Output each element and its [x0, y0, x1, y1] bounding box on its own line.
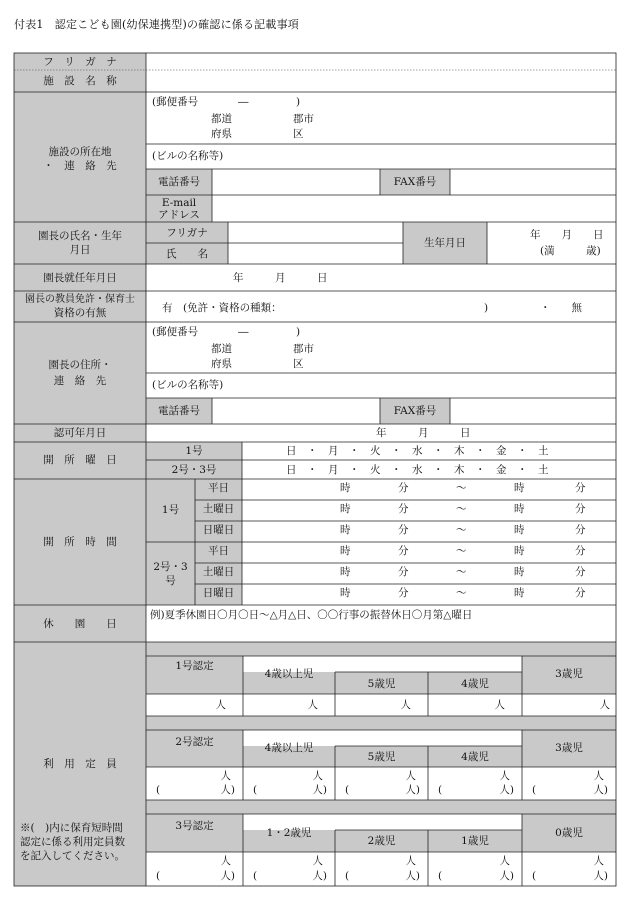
- cert1-unit-total[interactable]: 人: [215, 699, 226, 711]
- cert2-value-short-time-unit[interactable]: 人): [220, 784, 235, 796]
- days-label: 開 所 曜 日: [43, 454, 117, 466]
- cert3-value-paren-open: (: [438, 870, 443, 882]
- facility-email-label-1: E-mail: [161, 197, 197, 209]
- hours-tilde: ～: [456, 524, 467, 536]
- cap-band-2: [146, 716, 616, 730]
- cert3-value-short-time-unit[interactable]: 人): [405, 870, 420, 882]
- hours-end-minute[interactable]: 分: [575, 503, 586, 515]
- license-no-option[interactable]: ・ 無: [540, 302, 582, 314]
- appoint-label: 園長就任年月日: [43, 272, 117, 284]
- cert3-age2: 2歳児: [367, 835, 396, 847]
- hours-end-hour[interactable]: 時: [514, 524, 525, 536]
- cert2-label: 2号認定: [175, 736, 214, 748]
- cert1-unit-age3[interactable]: 人: [599, 699, 610, 711]
- capacity-note-3: を記入してください。: [20, 850, 125, 862]
- approval-ymd: 年 月 日: [376, 427, 471, 439]
- cert2-value-unit[interactable]: 人: [499, 770, 510, 782]
- hours-sub-label: 土曜日: [202, 503, 235, 515]
- cert2-value-unit[interactable]: 人: [312, 770, 323, 782]
- cert1-unit-age5[interactable]: 人: [400, 699, 411, 711]
- director-building-label: (ビルの名称等): [152, 379, 224, 391]
- hours-tilde: ～: [456, 545, 467, 557]
- hours-start-hour[interactable]: 時: [340, 524, 351, 536]
- cert3-value-unit[interactable]: 人: [220, 855, 231, 867]
- facility-tel-field[interactable]: [212, 169, 380, 195]
- cert3-value-unit[interactable]: 人: [312, 855, 323, 867]
- cert1-age3: 3歳児: [555, 668, 583, 680]
- cert2-value-paren-open: (: [345, 784, 350, 796]
- cert1-age4plus: 4歳以上児: [264, 668, 314, 680]
- cert2-value-unit[interactable]: 人: [220, 770, 231, 782]
- hours-sub-label: 平日: [208, 482, 229, 494]
- closed-label: 休 園 日: [43, 618, 117, 630]
- cert1-label: 1号認定: [175, 660, 214, 672]
- hours-end-hour[interactable]: 時: [514, 545, 525, 557]
- hours-start-minute[interactable]: 分: [398, 482, 409, 494]
- director-pref-2: 府県: [211, 358, 232, 370]
- hours-end-hour[interactable]: 時: [514, 587, 525, 599]
- hours-end-hour[interactable]: 時: [514, 482, 525, 494]
- hours-tilde: ～: [456, 482, 467, 494]
- capacity-label: 利 用 定 員: [43, 758, 117, 770]
- cert2-value-unit[interactable]: 人: [593, 770, 604, 782]
- director-tel-field[interactable]: [212, 398, 380, 424]
- director-name-label-1: 園長の氏名・生年: [38, 230, 122, 242]
- hours-start-minute[interactable]: 分: [398, 524, 409, 536]
- cert2-value-unit[interactable]: 人: [405, 770, 416, 782]
- hours-label: 開 所 時 間: [43, 536, 117, 548]
- cert2-value-paren-open: (: [253, 784, 258, 796]
- hours-group-2-line2: 号: [165, 575, 176, 587]
- director-city-1: 郡市: [293, 343, 314, 355]
- facility-fax-label: FAX番号: [393, 176, 437, 188]
- closed-example: 例)夏季休園日〇月〇日～△月△日、〇〇行事の振替休日〇月第△曜日: [150, 609, 473, 621]
- cert3-label: 3号認定: [175, 820, 214, 832]
- cert2-value-paren-open: (: [532, 784, 537, 796]
- cert3-value-short-time-unit[interactable]: 人): [499, 870, 514, 882]
- hours-end-minute[interactable]: 分: [575, 566, 586, 578]
- hours-end-minute[interactable]: 分: [575, 482, 586, 494]
- license-close-paren: ): [484, 302, 489, 314]
- days-type-23: 2号・3号: [171, 464, 217, 476]
- cert1-age4: 4歳児: [461, 678, 489, 690]
- hours-start-hour[interactable]: 時: [340, 545, 351, 557]
- approval-label: 認可年月日: [53, 427, 107, 439]
- cert3-age0: 0歳児: [555, 827, 583, 839]
- hours-sub-label: 日曜日: [202, 587, 235, 599]
- days-values-23[interactable]: 日 ・ 月 ・ 火 ・ 水 ・ 木 ・ 金 ・ 土: [286, 464, 549, 476]
- days-values-1[interactable]: 日 ・ 月 ・ 火 ・ 水 ・ 木 ・ 金 ・ 土: [286, 445, 549, 457]
- director-name-label-2: 月日: [69, 244, 91, 256]
- director-addr-label-2: 連 絡 先: [53, 375, 107, 387]
- cert3-value-short-time-unit[interactable]: 人): [312, 870, 327, 882]
- cert2-value-short-time-unit[interactable]: 人): [499, 784, 514, 796]
- facility-pref-1: 都道: [211, 113, 232, 125]
- hours-end-minute[interactable]: 分: [575, 545, 586, 557]
- hours-start-hour[interactable]: 時: [340, 566, 351, 578]
- facility-furigana-label: フ リ ガ ナ: [43, 56, 117, 68]
- cert2-age4plus: 4歳以上児: [264, 742, 314, 754]
- cert3-value-paren-open: (: [156, 870, 161, 882]
- cert2-value-short-time-unit[interactable]: 人): [593, 784, 608, 796]
- facility-building-label: (ビルの名称等): [152, 150, 224, 162]
- cert2-value-short-time-unit[interactable]: 人): [405, 784, 420, 796]
- cert3-age12: 1・2歳児: [266, 827, 312, 839]
- director-furigana-label: フリガナ: [166, 227, 208, 239]
- cap-band-3: [146, 800, 616, 814]
- cert3-value-unit[interactable]: 人: [499, 855, 510, 867]
- license-yes-option[interactable]: 有 (免許・資格の種類：: [162, 302, 282, 314]
- cert3-age1: 1歳児: [461, 835, 489, 847]
- director-postal-dash: ―: [238, 326, 249, 338]
- capacity-note-1: ※( )内に保育短時間: [20, 822, 123, 834]
- document-title: 付表1 認定こども園(幼保連携型)の確認に係る記載事項: [14, 18, 299, 31]
- hours-tilde: ～: [456, 566, 467, 578]
- hours-start-minute[interactable]: 分: [398, 566, 409, 578]
- cert1-unit-age4plus[interactable]: 人: [307, 699, 318, 711]
- hours-sub-label: 平日: [208, 545, 229, 557]
- director-postal-open: (郵便番号: [152, 326, 199, 338]
- hours-start-minute[interactable]: 分: [398, 545, 409, 557]
- cert3-value-unit[interactable]: 人: [593, 855, 604, 867]
- cert2-age4: 4歳児: [461, 751, 489, 763]
- facility-name-label: 施 設 名 称: [43, 75, 117, 87]
- hours-start-minute[interactable]: 分: [398, 587, 409, 599]
- hours-group-1: 1号: [161, 504, 180, 516]
- cert2-value-paren-open: (: [156, 784, 161, 796]
- hours-tilde: ～: [456, 503, 467, 515]
- hours-start-minute[interactable]: 分: [398, 503, 409, 515]
- cert3-value-short-time-unit[interactable]: 人): [220, 870, 235, 882]
- director-birth-ymd: 年 月 日: [530, 229, 604, 241]
- facility-fax-field[interactable]: [450, 169, 616, 195]
- cert2-value-paren-open: (: [438, 784, 443, 796]
- appoint-ymd: 年 月 日: [233, 272, 328, 284]
- hours-start-hour[interactable]: 時: [340, 482, 351, 494]
- director-city-2: 区: [293, 358, 304, 370]
- facility-pref-2: 府県: [211, 128, 232, 140]
- director-age: (満 歳): [540, 245, 601, 257]
- cert2-value-short-time-unit[interactable]: 人): [312, 784, 327, 796]
- cert2-age3: 3歳児: [555, 742, 583, 754]
- cert3-value-short-time-unit[interactable]: 人): [593, 870, 608, 882]
- director-fax-label: FAX番号: [393, 405, 437, 417]
- cert3-value-paren-open: (: [532, 870, 537, 882]
- days-type-1: 1号: [185, 445, 203, 457]
- cert3-value-unit[interactable]: 人: [405, 855, 416, 867]
- facility-tel-label: 電話番号: [158, 176, 200, 188]
- cert3-value-paren-open: (: [253, 870, 258, 882]
- facility-city-2: 区: [293, 128, 304, 140]
- hours-end-hour[interactable]: 時: [514, 503, 525, 515]
- cert3-value-paren-open: (: [345, 870, 350, 882]
- director-addr-label-1: 園長の住所・: [48, 359, 112, 371]
- hours-sub-label: 日曜日: [202, 524, 235, 536]
- license-label-1: 園長の教員免許・保育士: [25, 294, 135, 305]
- cert1-age5: 5歳児: [367, 678, 396, 690]
- hours-end-minute[interactable]: 分: [575, 524, 586, 536]
- director-postal-close: ): [296, 326, 301, 338]
- director-tel-label: 電話番号: [158, 405, 200, 417]
- facility-email-label-2: アドレス: [158, 209, 200, 221]
- facility-address-label-1: 施設の所在地: [48, 146, 112, 158]
- facility-address-label-2: ・ 連 絡 先: [43, 160, 117, 172]
- hours-start-hour[interactable]: 時: [340, 503, 351, 515]
- facility-email-field[interactable]: [212, 195, 616, 222]
- hours-tilde: ～: [456, 587, 467, 599]
- license-label-2: 資格の有無: [53, 307, 107, 319]
- facility-name-field[interactable]: [146, 71, 616, 91]
- hours-start-hour[interactable]: 時: [340, 587, 351, 599]
- facility-postal-close: ): [296, 96, 301, 108]
- cert2-age5: 5歳児: [367, 751, 396, 763]
- hours-end-hour[interactable]: 時: [514, 566, 525, 578]
- hours-sub-label: 土曜日: [202, 566, 235, 578]
- facility-furigana-field[interactable]: [146, 56, 616, 70]
- director-birth-label: 生年月日: [424, 237, 466, 249]
- facility-city-1: 郡市: [293, 113, 314, 125]
- facility-postal-open: (郵便番号: [152, 96, 199, 108]
- director-fax-field[interactable]: [450, 398, 616, 424]
- director-pref-1: 都道: [211, 343, 232, 355]
- director-name-field-label: 氏 名: [166, 248, 208, 260]
- facility-postal-dash: ―: [238, 96, 249, 108]
- cap-band-1: [146, 642, 616, 656]
- capacity-note-2: 認定に係る利用定員数: [20, 836, 125, 848]
- hours-end-minute[interactable]: 分: [575, 587, 586, 599]
- cert1-unit-age4[interactable]: 人: [494, 699, 505, 711]
- hours-group-2-line1: 2号・3: [153, 561, 188, 573]
